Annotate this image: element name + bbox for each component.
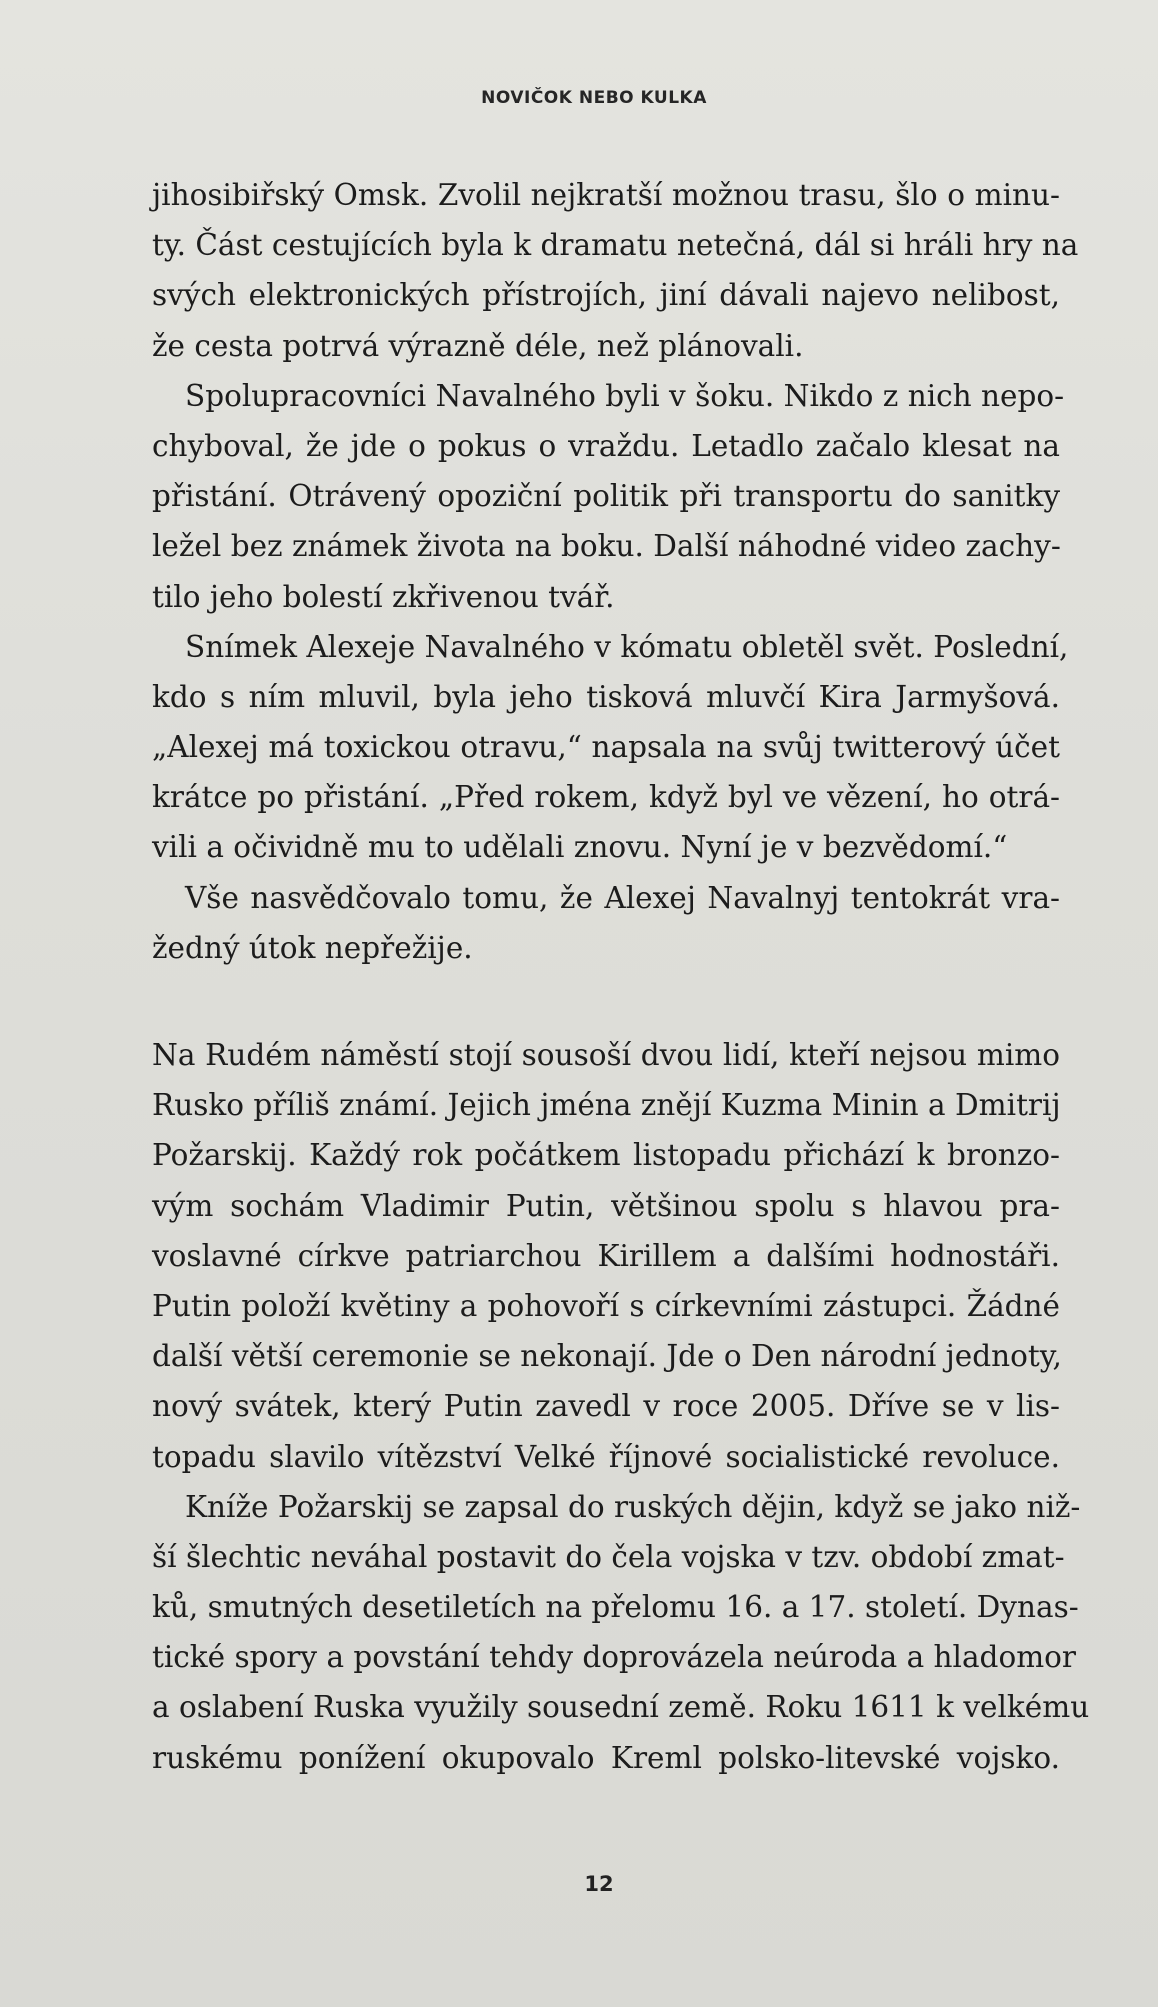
text-line: Kníže Požarskij se zapsal do ruských dějin, když se jako niž- [185, 1489, 1081, 1524]
text-line: vili a očividně mu to udělali znovu. Nyní je v bezvědomí.“ [152, 830, 1008, 865]
text-line: Vše nasvědčovalo tomu, že Alexej Navalnyj tentokrát vra- [185, 880, 1060, 915]
text-line: Požarskij. Každý rok počátkem listopadu přichází k bronzo- [152, 1138, 1060, 1173]
page-number: 12 [584, 1872, 614, 1896]
text-line: krátce po přistání. „Před rokem, když byl ve vězení, ho otrá- [152, 780, 1060, 815]
text-line: jihosibiřský Omsk. Zvolil nejkratší možnou trasu, šlo o minu- [152, 178, 1060, 212]
text-line: žedný útok nepřežije. [152, 930, 473, 965]
section-2 [152, 1030, 1090, 1783]
text-line: Rusko příliš známí. Jejich jména znějí Kuzma Minin a Dmitrij [152, 1088, 1061, 1123]
text-line: svých elektronických přístrojích, jiní dávali najevo nelibost, [152, 278, 1060, 313]
text-line: Snímek Alexeje Navalného v kómatu obletěl svět. Poslední, [185, 629, 1069, 664]
text-line: ležel bez známek života na boku. Další náhodné video zachy- [152, 529, 1061, 564]
text-line: tické spory a povstání tehdy doprovázela neúroda a hladomor [152, 1640, 1077, 1675]
text-line: ků, smutných desetiletích na přelomu 16. a 17. století. Dynas- [152, 1590, 1079, 1625]
text-line: další větší ceremonie se nekonají. Jde o Den národní jednoty, [152, 1339, 1062, 1374]
text-line: Na Rudém náměstí stojí sousoší dvou lidí, kteří nejsou mimo [152, 1038, 1060, 1072]
text-line: že cesta potrvá výrazně déle, než plánovali. [152, 328, 804, 363]
text-line: ruskému ponížení okupovalo Kreml polsko-litevské vojsko. [152, 1740, 1060, 1775]
text-line: topadu slavilo vítězství Velké říjnové socialistické revoluce. [152, 1439, 1060, 1474]
text-line: vým sochám Vladimir Putin, většinou spolu s hlavou pra- [152, 1188, 1060, 1223]
text-line: tilo jeho bolestí zkřivenou tvář. [152, 579, 615, 614]
text-line: voslavné církve patriarchou Kirillem a dalšími hodnostáři. [152, 1238, 1060, 1273]
text-line: chyboval, že jde o pokus o vraždu. Letadlo začalo klesat na [152, 428, 1060, 463]
section-1 [152, 170, 1079, 973]
text-line: nový svátek, který Putin zavedl v roce 2005. Dříve se v lis- [152, 1389, 1060, 1424]
text-line: „Alexej má toxickou otravu,“ napsala na svůj twitterový účet [152, 730, 1060, 765]
text-line: přistání. Otrávený opoziční politik při transportu do sanitky [152, 479, 1060, 514]
text-line: kdo s ním mluvil, byla jeho tisková mluvčí Kira Jarmyšová. [152, 679, 1060, 714]
text-line: ty. Část cestujících byla k dramatu netečná, dál si hráli hry na [152, 228, 1079, 263]
text-line: Putin položí květiny a pohovoří s církevními zástupci. Žádné [152, 1288, 1060, 1323]
text-line: a oslabení Ruska využily sousední země. Roku 1611 k velkému [152, 1690, 1090, 1725]
running-head: NOVIČOK NEBO KULKA [481, 88, 707, 108]
text-line: Spolupracovníci Navalného byli v šoku. Nikdo z nich nepo- [185, 378, 1065, 413]
text-line: ší šlechtic neváhal postavit do čela vojska v tzv. období zmat- [152, 1539, 1065, 1574]
